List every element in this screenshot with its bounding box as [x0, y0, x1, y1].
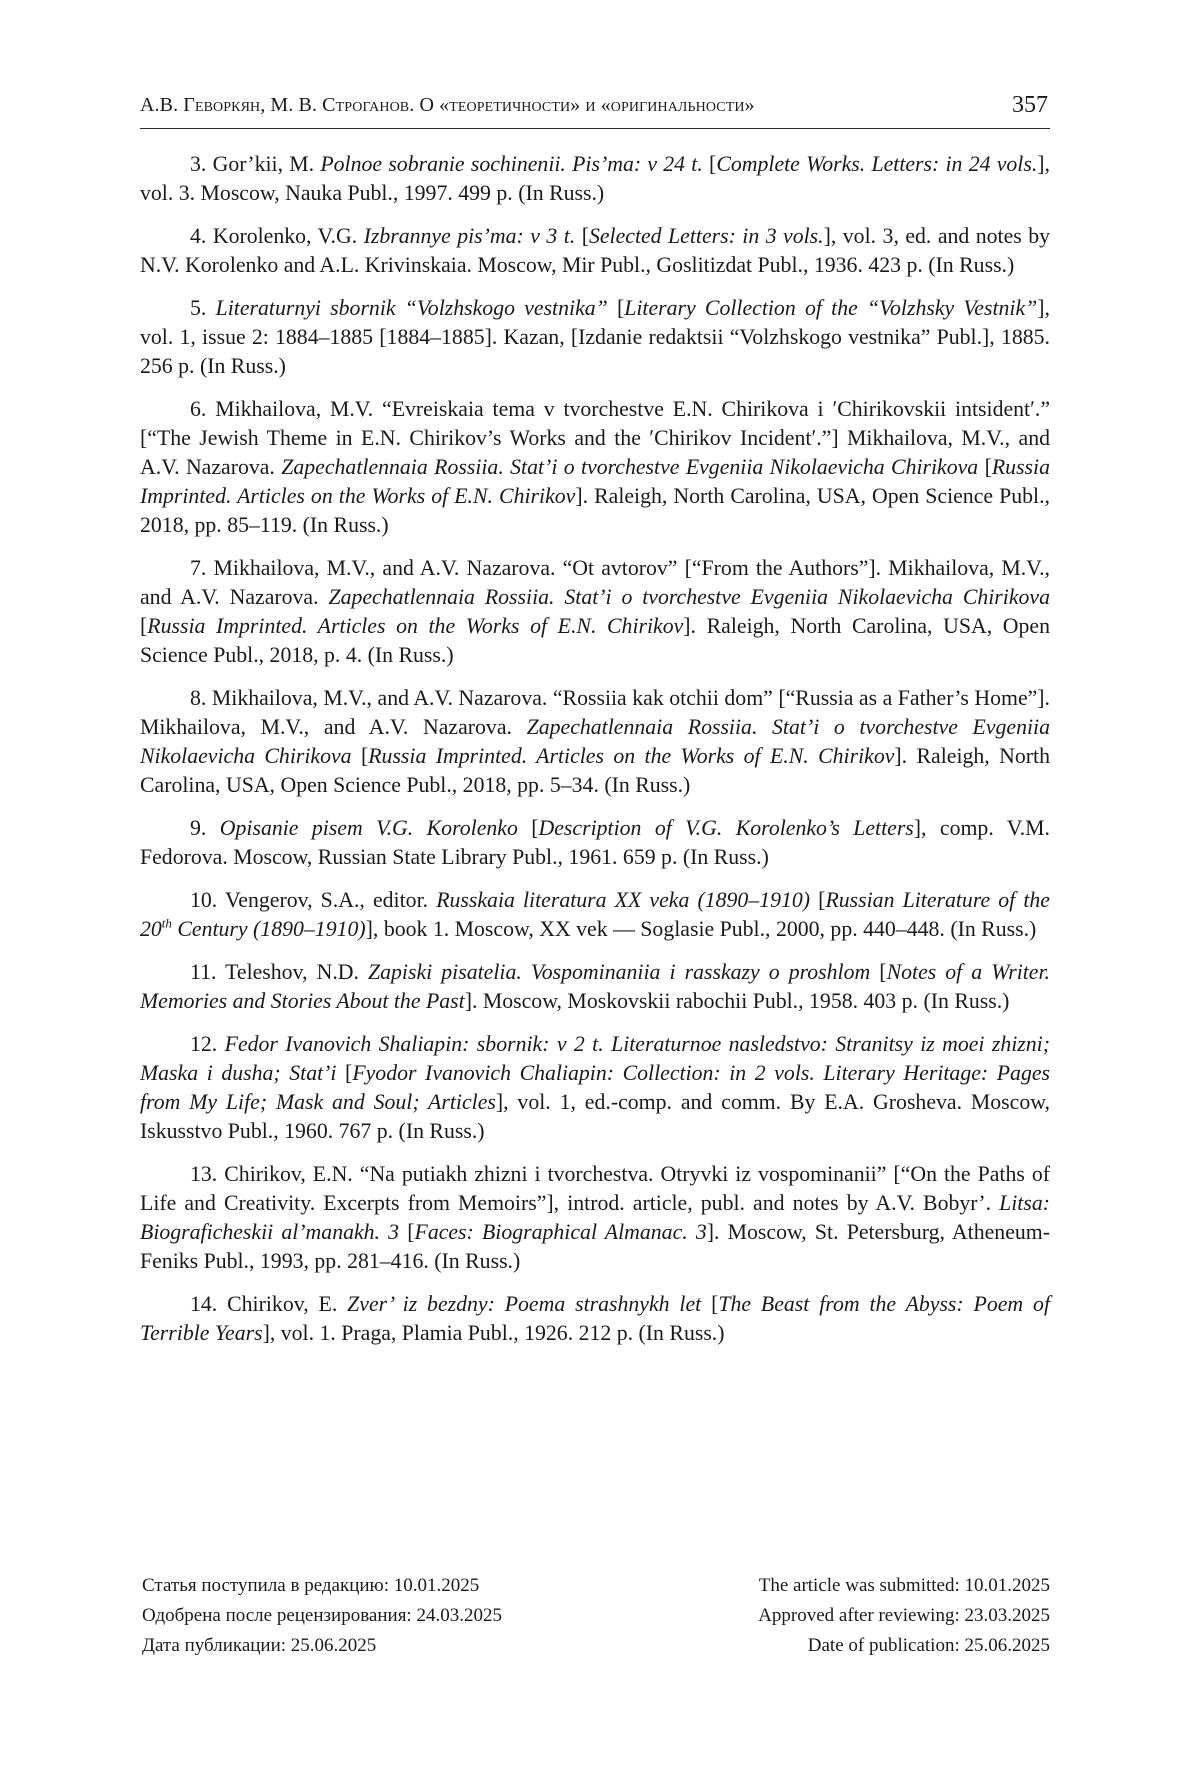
italic-title-text: The Beast from the Abyss: Poem of Terrible Years — [140, 1292, 1050, 1345]
reference-entry — [140, 395, 1050, 540]
reference-number: 9. — [190, 816, 207, 840]
italic-title-text: Literaturnyi sbornik “Volzhskogo vestnika” — [215, 296, 608, 320]
reference-number: 3. — [190, 152, 207, 176]
reference-number: 14. — [190, 1292, 218, 1316]
reference-text: ], vol. 3. Moscow, Nauka Publ., 1997. 499 p. (In Russ.) — [140, 152, 1051, 205]
reference-entry — [140, 1160, 1050, 1276]
italic-title-text: Zapechatlennaia Rossiia. Stat’i o tvorchestve Evgeniia Nikolaevicha Chirikova — [281, 455, 979, 479]
italic-title-text: Russia Imprinted. Articles on the Works of E.N. Chirikov — [147, 614, 684, 638]
dates-english — [758, 1571, 1050, 1661]
reference-text: [ — [810, 888, 826, 912]
publication-date-en: Date of publication: 25.06.2025 — [807, 1635, 1050, 1656]
italic-title-text: Zapechatlennaia Rossiia. Stat’i o tvorchestve Evgeniia Nikolaevicha Chirikova — [140, 715, 1050, 768]
reference-text: Gor’kii, M. — [212, 152, 321, 176]
publication-date-ru: Дата публикации: 25.06.2025 — [142, 1635, 377, 1656]
italic-title-text: Zver’ iz bezdny: Poema strashnykh let — [347, 1292, 702, 1316]
reference-text: [ — [870, 960, 887, 984]
reference-entry — [140, 554, 1050, 670]
reference-number: 8. — [190, 686, 207, 710]
italic-title-text: Complete Works. Letters: in 24 vols. — [716, 152, 1038, 176]
reference-text: [ — [607, 296, 625, 320]
reference-entry — [140, 886, 1050, 944]
reference-entry — [140, 222, 1050, 280]
reference-text: [ — [351, 744, 369, 768]
approved-date-en: Approved after reviewing: 23.03.2025 — [758, 1605, 1050, 1626]
italic-title-text: Russkaia literatura XX veka (1890–1910) — [436, 888, 811, 912]
italic-title-text: Zapechatlennaia Rossiia. Stat’i o tvorchestve Evgeniia Nikolaevicha Chirikova — [328, 585, 1050, 609]
reference-text: ]. Raleigh, North Carolina, USA, Open Science Publ., 2018, p. 4. (In Russ.) — [140, 614, 1050, 667]
dates-russian — [142, 1571, 502, 1661]
italic-title-text: Opisanie pisem V.G. Korolenko — [219, 816, 518, 840]
reference-entry — [140, 150, 1050, 208]
reference-text: [ — [978, 455, 992, 479]
reference-text: [ — [575, 224, 589, 248]
reference-text: ], comp. V.M. Fedorova. Moscow, Russian State Library Publ., 1961. 659 p. (In Russ.) — [140, 816, 1050, 869]
reference-entry — [140, 684, 1050, 800]
italic-title-text: Litsa: Biograficheskii al’manakh. 3 — [140, 1191, 1050, 1244]
italic-title-text: th — [161, 915, 172, 931]
reference-number: 11. — [190, 960, 217, 984]
approved-date-ru: Одобрена после рецензирования: 24.03.2025 — [142, 1605, 502, 1626]
reference-text: ]. Moscow, St. Petersburg, Atheneum-Feniks Publ., 1993, pp. 281–416. (In Russ.) — [140, 1220, 1050, 1273]
reference-text: ]. Moscow, Moskovskii rabochii Publ., 1958. 403 p. (In Russ.) — [464, 989, 1010, 1013]
reference-text: Vengerov, S.A., editor. — [224, 888, 437, 912]
reference-entry — [140, 294, 1050, 381]
reference-number: 6. — [190, 397, 207, 421]
running-header — [140, 84, 1050, 129]
reference-text: ], vol. 1. Praga, Plamia Publ., 1926. 212 p. (In Russ.) — [262, 1321, 725, 1345]
reference-number: 10. — [190, 888, 218, 912]
reference-number: 5. — [190, 296, 207, 320]
reference-text: ], book 1. Moscow, XX vek — Soglasie Publ., 2000, pp. 440–448. (In Russ.) — [365, 917, 1037, 941]
italic-title-text: Fyodor Ivanovich Chaliapin: Collection: in 2 vols. Literary Heritage: Pages from My Life; Mask and Soul; Articles — [140, 1061, 1051, 1114]
reference-text: Mikhailova, M.V., and A.V. Nazarova. “Rossiia kak otchii dom” [“Russia as a Father’s Home”]. Mikhailova, M.V., and A.V. Nazarova. — [140, 686, 1051, 739]
reference-text: ]. Raleigh, North Carolina, USA, Open Science Publ., 2018, pp. 85–119. (In Russ.) — [140, 484, 1050, 537]
reference-text: [ — [140, 614, 148, 638]
reference-number: 13. — [190, 1162, 218, 1186]
page-number: 357 — [1012, 92, 1048, 118]
italic-title-text: Russia Imprinted. Articles on the Works of E.N. Chirikov — [140, 455, 1050, 508]
reference-text: ], vol. 1, ed.-comp. and comm. By E.A. Grosheva. Moscow, Iskusstvo Publ., 1960. 767 p. (In Russ.) — [140, 1090, 1050, 1143]
reference-text: Korolenko, V.G. — [212, 224, 364, 248]
italic-title-text: Russian Literature of the 20 — [140, 888, 1050, 941]
italic-title-text: Izbrannye pis’ma: v 3 t. — [363, 224, 576, 248]
reference-text: Mikhailova, M.V., and A.V. Nazarova. “Ot avtorov” [“From the Authors”]. Mikhailova, M.V., and A.V. Nazarova. — [140, 556, 1050, 609]
running-title: А.В. Геворкян, М. В. Строганов. О «теоретичности» и «оригинальности» — [140, 94, 755, 116]
submitted-date-en: The article was submitted: 10.01.2025 — [758, 1575, 1050, 1596]
italic-title-text: Faces: Biographical Almanac. 3 — [414, 1220, 707, 1244]
italic-title-text: Century (1890–1910) — [171, 917, 366, 941]
reference-entry — [140, 958, 1050, 1016]
reference-text: [ — [701, 1292, 719, 1316]
reference-text: ]. Raleigh, North Carolina, USA, Open Science Publ., 2018, pp. 5–34. (In Russ.) — [140, 744, 1050, 797]
reference-number: 4. — [190, 224, 207, 248]
reference-text: Mikhailova, M.V. “Evreiskaia tema v tvorchestve E.N. Chirikova i ʹChirikovskii intsidentʹ.” [“The Jewish Theme in E.N. Chirikov’s Works and the ʹChirikov Incidentʹ.”] Mikhailova, M.V., and A.V. Nazarova. — [140, 397, 1051, 479]
italic-title-text: Zapiski pisatelia. Vospominaniia i rasskazy o proshlom — [368, 960, 871, 984]
italic-title-text: Selected Letters: in 3 vols. — [588, 224, 824, 248]
reference-text: Chirikov, E. — [227, 1292, 348, 1316]
submitted-date-ru: Статья поступила в редакцию: 10.01.2025 — [142, 1575, 480, 1596]
italic-title-text: Description of V.G. Korolenko’s Letters — [538, 816, 914, 840]
italic-title-text: Russia Imprinted. Articles on the Works of E.N. Chirikov — [368, 744, 895, 768]
reference-text: Teleshov, N.D. — [225, 960, 369, 984]
reference-text: ], vol. 3, ed. and notes by N.V. Korolenko and A.L. Krivinskaia. Moscow, Mir Publ., Goslitizdat Publ., 1936. 423 p. (In Russ.) — [140, 224, 1051, 277]
reference-text: [ — [399, 1220, 415, 1244]
reference-entry — [140, 814, 1050, 872]
reference-text: Chirikov, E.N. “Na putiakh zhizni i tvorchestva. Otryvki iz vospominanii” [“On the Paths of Life and Creativity. Excerpts from Memoirs”], introd. article, publ. and notes by A.V. Bobyr’. — [140, 1162, 1050, 1215]
reference-text: [ — [336, 1061, 353, 1085]
reference-list — [140, 150, 1050, 1362]
reference-number: 7. — [190, 556, 207, 580]
reference-text: [ — [517, 816, 539, 840]
reference-entry — [140, 1030, 1050, 1146]
reference-number: 12. — [190, 1032, 218, 1056]
italic-title-text: Polnoe sobranie sochinenii. Pis’ma: v 24 t. — [320, 152, 703, 176]
italic-title-text: Literary Collection of the “Volzhsky Vestnik” — [624, 296, 1038, 320]
reference-text: ], vol. 1, issue 2: 1884–1885 [1884–1885]. Kazan, [Izdanie redaktsii “Volzhskogo vestnika” Publ.], 1885. 256 p. (In Russ.) — [140, 296, 1050, 378]
reference-text: [ — [702, 152, 717, 176]
italic-title-text: Notes of a Writer. Memories and Stories About the Past — [140, 960, 1050, 1013]
reference-entry — [140, 1290, 1050, 1348]
italic-title-text: Fedor Ivanovich Shaliapin: sbornik: v 2 t. Literaturnoe nasledstvo: Stranitsy iz moei zhizni; Maska i dusha; Stat’i — [140, 1032, 1051, 1085]
